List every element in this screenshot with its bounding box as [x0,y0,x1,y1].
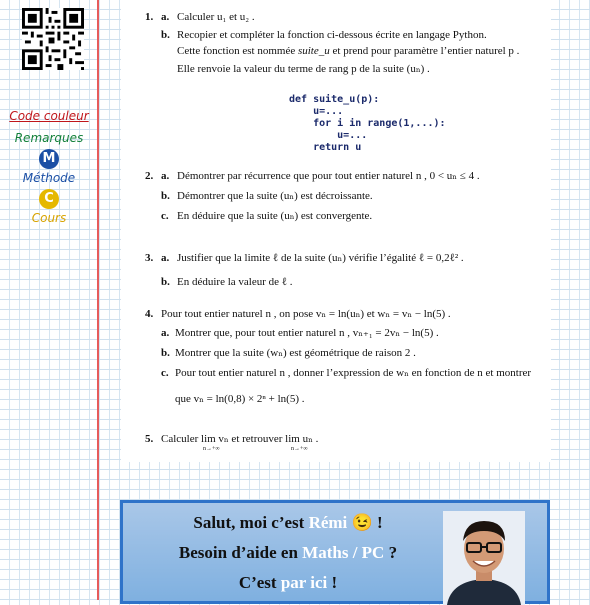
par-ici-link[interactable]: par ici [280,573,328,592]
q1-b-label: b. [161,29,170,41]
q1-b-text1: Recopier et compléter la fonction ci-dessous écrite en langage Python. [177,29,487,41]
cours-icon: C [39,189,59,209]
q4-c-label: c. [161,367,169,379]
q4-a-label: a. [161,327,170,339]
q5-limit-sub-2: n→+∞ [291,446,308,452]
banner-line-3[interactable]: C’est par ici ! [238,573,338,592]
q4-c-text2: que vₙ = ln(0,8) × 2ⁿ + ln(5) . [175,393,305,405]
q1-a-label: a. [161,11,170,23]
banner-line-2: Besoin d’aide en Maths / PC ? [178,543,398,562]
q5-limit-sub-1: n→+∞ [203,446,220,452]
python-code [289,94,446,154]
code-line-5: return u [289,142,362,153]
q4-b-text: Montrer que la suite (wₙ) est géométrique de raison 2 . [175,347,416,359]
code-line-4: u=... [289,130,368,141]
banner-line-1: Salut, moi c’est Rémi 😉 ! [193,513,383,532]
q3-number: 3. [145,252,154,264]
q3-b-label: b. [161,276,170,288]
q2-number: 2. [145,170,154,182]
legend-remarques: Remarques [14,131,84,145]
q4-a-text: Montrer que, pour tout entier naturel n , vₙ₊₁ = 2vₙ − ln(5) . [175,327,439,339]
q3-a-label: a. [161,252,170,264]
q3-b-text: En déduire la valeur de ℓ . [177,276,293,288]
q2-a-text: Démontrer par récurrence que pour tout entier naturel n , 0 < uₙ ≤ 4 . [177,170,480,182]
avatar [443,511,525,605]
qr-code[interactable] [22,8,84,70]
q2-b-text: Démontrer que la suite (uₙ) est décroissante. [177,190,373,202]
legend-cours: Cours [31,211,67,225]
legend-title: Code couleur [9,109,89,123]
q2-a-label: a. [161,170,170,182]
code-line-3: for i in range(1,...): [289,118,446,129]
color-legend [6,105,92,225]
q4-intro: Pour tout entier naturel n , on pose vₙ = ln(uₙ) et wₙ = vₙ − ln(5) . [161,308,451,320]
q1-a-text: Calculer u₁ et u₂ . [177,11,255,23]
q1-b-text3: Elle renvoie la valeur du terme de rang p de la suite (uₙ) . [177,63,430,75]
q4-b-label: b. [161,347,170,359]
q1-b-text2: Cette fonction est nommée suite_u et prend pour paramètre l’entier naturel p . [177,45,520,57]
q4-c-text: Pour tout entier naturel n , donner l’expression de wₙ en fonction de n et montrer [175,367,532,379]
legend-methode: Méthode [22,171,76,185]
q2-b-label: b. [161,190,170,202]
exercise-content [121,0,551,462]
promo-banner[interactable] [120,500,550,604]
methode-icon: M [39,149,59,169]
code-line-2: u=... [289,106,344,117]
q2-c-text: En déduire que la suite (uₙ) est convergente. [177,210,373,222]
margin-line [97,0,99,600]
code-line-1: def suite_u(p): [289,94,380,105]
q3-a-text: Justifier que la limite ℓ de la suite (uₙ) vérifie l’égalité ℓ = 0,2ℓ² . [177,252,464,264]
q5-text: Calculer lim vₙ et retrouver lim uₙ . [161,433,319,445]
q2-c-label: c. [161,210,169,222]
q5-number: 5. [145,433,154,445]
q1-number: 1. [145,11,154,23]
q4-number: 4. [145,308,154,320]
sidebar [0,0,97,600]
